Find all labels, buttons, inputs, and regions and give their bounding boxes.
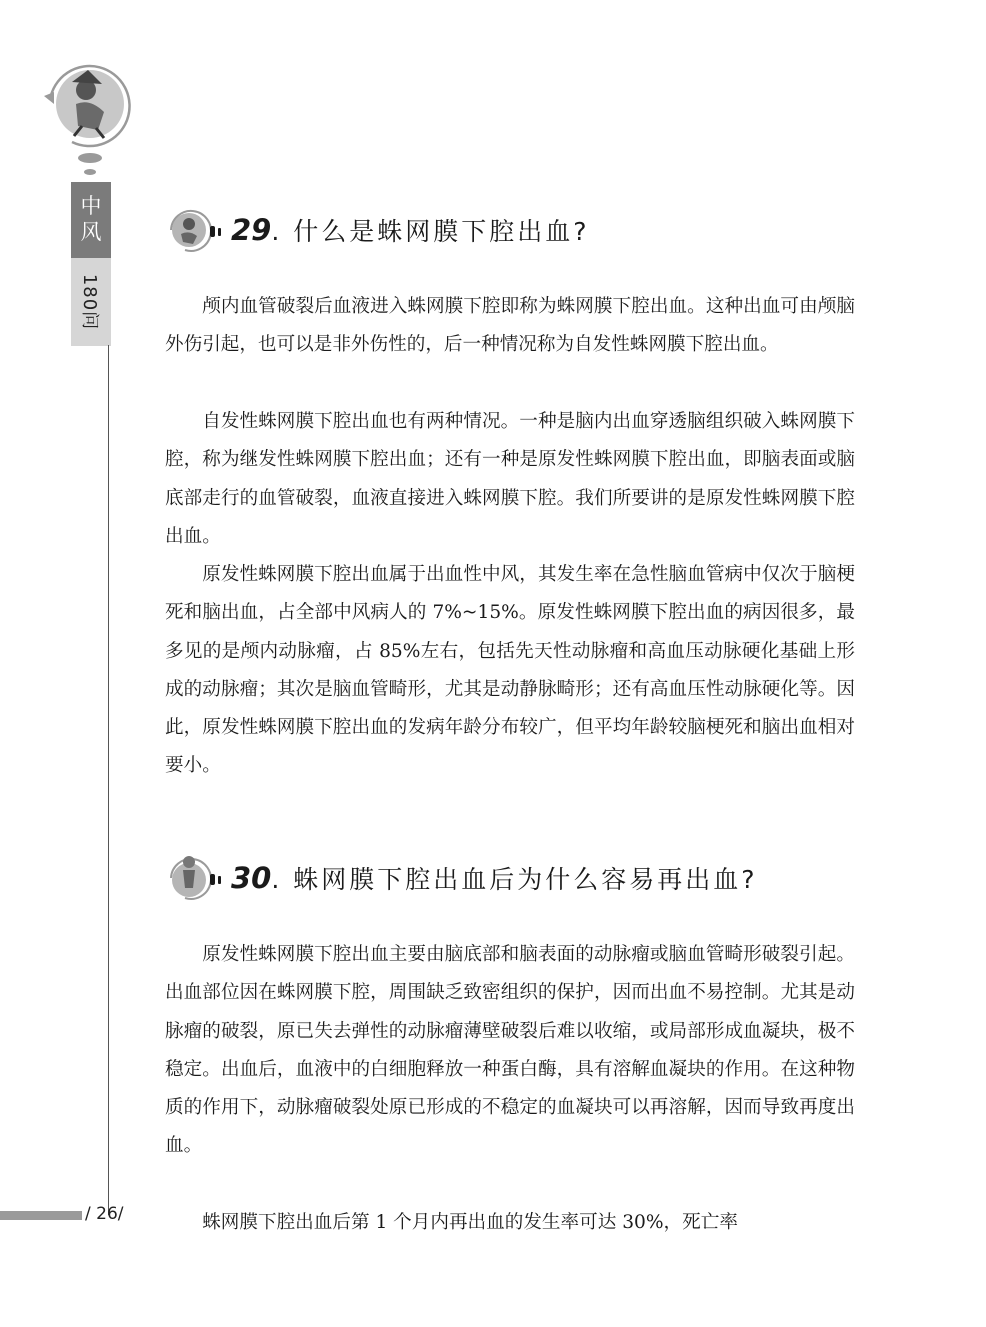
book-subtitle-tab	[71, 258, 111, 346]
book-subtitle: 180问	[79, 273, 100, 331]
book-title-tab	[71, 182, 111, 258]
question-title	[231, 212, 590, 248]
question-mascot-icon	[165, 852, 227, 908]
question-text: . 什么是蛛网膜下腔出血?	[271, 217, 590, 246]
mascot-logo-icon	[42, 60, 138, 180]
paragraph: 蛛网膜下腔出血后第 1 个月内再出血的发生率可达 30%，死亡率	[202, 1212, 738, 1233]
book-title: 中风	[80, 194, 102, 244]
question-number: 30	[231, 861, 272, 895]
page-number-value: 26	[96, 1204, 118, 1224]
paragraph: 原发性蛛网膜下腔出血主要由脑底部和脑表面的动脉瘤或脑血管畸形破裂引起。出血部位因在蛛网膜下腔，周围缺乏致密组织的保护，因而出血不易控制。尤其是动脉瘤的破裂，原已失去弹性的动脉瘤薄壁破裂后难以收缩，或局部形成血凝块，极不稳定。出血后，血液中的白细胞释放一种蛋白酶，具有溶解血凝块的作用。在这种物质的作用下，动脉瘤破裂处原已形成的不稳定的血凝块可以再溶解，因而导致再度出血。	[165, 944, 855, 1157]
question-number: 29	[231, 213, 272, 247]
paragraph: 自发性蛛网膜下腔出血也有两种情况。一种是脑内出血穿透脑组织破入蛛网膜下腔，称为继发性蛛网膜下腔出血；还有一种是原发性蛛网膜下腔出血，即脑表面或脑底部走行的血管破裂，血液直接进入蛛网膜下腔。我们所要讲的是原发性蛛网膜下腔出血。	[165, 411, 855, 547]
page-number-bar	[0, 1211, 82, 1220]
page-number: / 26/	[85, 1204, 124, 1224]
question-mascot-icon	[165, 204, 227, 260]
paragraph: 颅内血管破裂后血液进入蛛网膜下腔即称为蛛网膜下腔出血。这种出血可由颅脑外伤引起，也可以是非外伤性的，后一种情况称为自发性蛛网膜下腔出血。	[165, 296, 855, 356]
paragraph: 原发性蛛网膜下腔出血属于出血性中风，其发生率在急性脑血管病中仅次于脑梗死和脑出血，占全部中风病人的 7%~15%。原发性蛛网膜下腔出血的病因很多，最多见的是颅内动脉瘤，占 85%左右，包括先天性动脉瘤和高血压动脉硬化基础上形成的动脉瘤；其次是脑血管畸形，尤其是动静脉畸形；还有高血压性动脉硬化等。因此，原发性蛛网膜下腔出血的发病年龄分布较广，但平均年龄较脑梗死和脑出血相对要小。	[165, 564, 855, 777]
margin-rule	[108, 345, 109, 1215]
question-text: . 蛛网膜下腔出血后为什么容易再出血?	[271, 865, 758, 894]
question-title	[231, 860, 758, 896]
